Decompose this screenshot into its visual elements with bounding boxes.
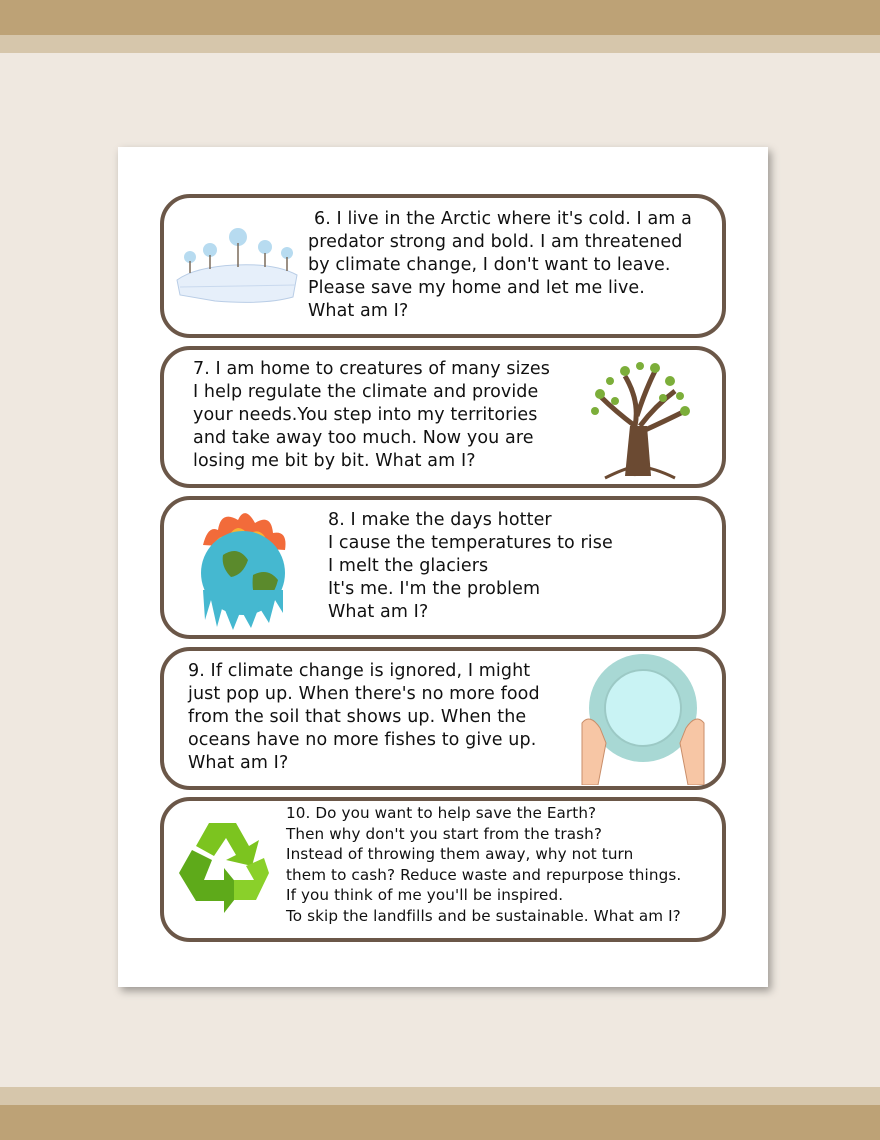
- recycle-icon: [174, 818, 274, 918]
- top-band-light: [0, 35, 880, 53]
- tree-icon: [585, 356, 695, 481]
- riddle-line: by climate change, I don't want to leave.: [308, 255, 671, 275]
- riddle-line: What am I?: [328, 602, 429, 622]
- bottom-band-light: [0, 1087, 880, 1105]
- riddle-line: Then why don't you start from the trash?: [286, 824, 603, 843]
- riddle-line: I melt the glaciers: [328, 556, 489, 576]
- riddle-line: I help regulate the climate and provide: [193, 382, 539, 402]
- top-band: [0, 0, 880, 35]
- riddle-line: 10. Do you want to help save the Earth?: [286, 804, 597, 822]
- burning-earth-icon: [193, 505, 293, 633]
- arctic-ice-icon: [175, 225, 300, 310]
- riddle-line: 9. If climate change is ignored, I might: [188, 661, 531, 681]
- riddle-line: oceans have no more fishes to give up.: [188, 730, 537, 750]
- riddle-line: 8. I make the days hotter: [328, 510, 552, 530]
- riddle-text-9: [188, 660, 540, 775]
- riddle-text-10: [286, 803, 681, 926]
- riddle-line: 6. I live in the Arctic where it's cold. I am a: [314, 209, 692, 229]
- riddle-line: Instead of throwing them away, why not turn: [286, 845, 634, 863]
- riddle-line: Please save my home and let me live.: [308, 278, 645, 298]
- riddle-line: I cause the temperatures to rise: [328, 533, 613, 553]
- riddle-line: and take away too much. Now you are: [193, 428, 534, 448]
- riddle-text-8: [328, 509, 613, 624]
- riddle-line: To skip the landfills and be sustainable. What am I?: [286, 906, 681, 925]
- riddle-line: your needs.You step into my territories: [193, 405, 538, 425]
- riddle-line: 7. I am home to creatures of many sizes: [193, 359, 550, 379]
- empty-plate-icon: [578, 653, 708, 785]
- riddle-line: It's me. I'm the problem: [328, 579, 541, 599]
- riddle-line: them to cash? Reduce waste and repurpose things.: [286, 865, 682, 884]
- riddle-line: What am I?: [188, 753, 289, 773]
- riddle-text-7: [193, 358, 550, 473]
- bottom-band: [0, 1105, 880, 1140]
- riddle-line: losing me bit by bit. What am I?: [193, 451, 476, 471]
- riddle-line: just pop up. When there's no more food: [188, 684, 540, 704]
- riddle-line: predator strong and bold. I am threatened: [308, 232, 683, 252]
- riddle-line: If you think of me you'll be inspired.: [286, 886, 564, 904]
- riddle-text-6: [308, 208, 692, 323]
- riddle-line: What am I?: [308, 301, 409, 321]
- riddle-line: from the soil that shows up. When the: [188, 707, 527, 727]
